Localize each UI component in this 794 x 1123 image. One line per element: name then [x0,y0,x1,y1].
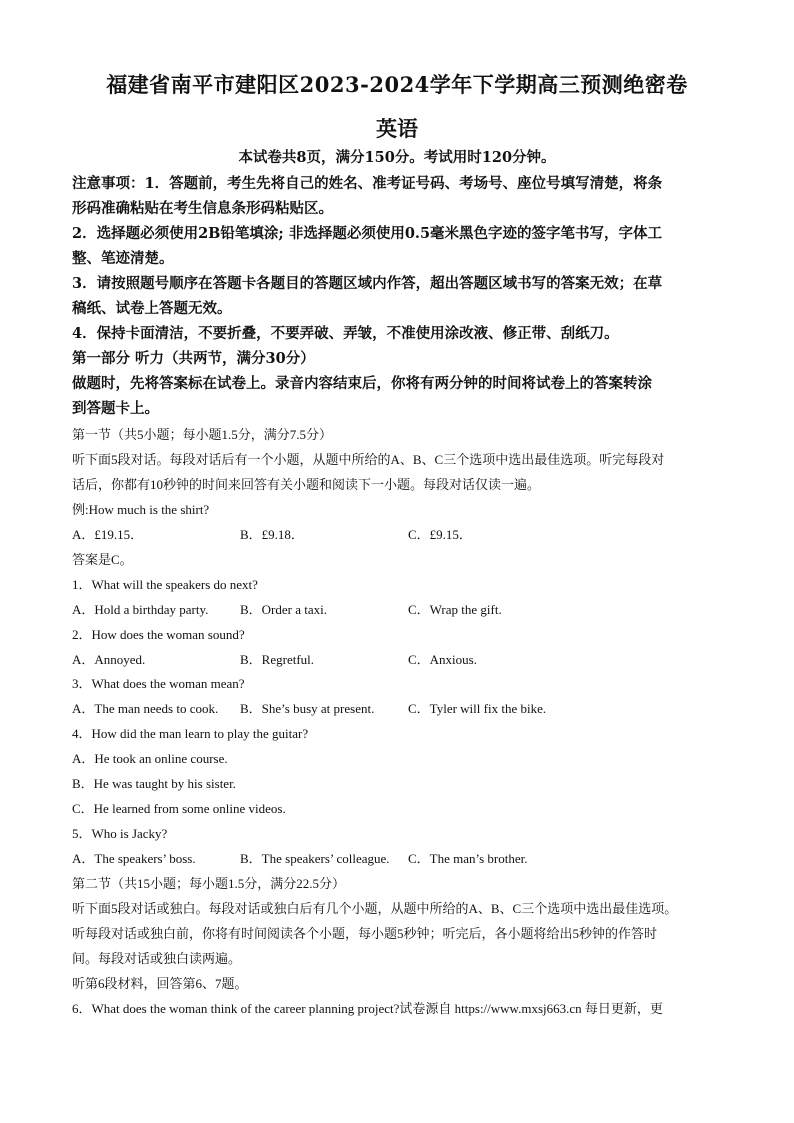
notes-line-4: 整、笔迹清楚。 [72,250,174,267]
section2-heading: 第二节（共15小题；每小题1.5分，满分22.5分） [72,876,346,891]
q2-option-b: B．Regretful. [240,652,315,667]
exam-info: 本试卷共8页，满分150分。考试用时120分钟。 [238,149,556,166]
q5-option-a: A．The speakers’ boss. [72,851,196,866]
section1-instr-2: 话后，你都有10秒钟的时间来回答有关小题和阅读下一小题。每段对话仅读一遍。 [72,477,541,492]
notes-line-5: 3．请按照题号顺序在答题卡各题目的答题区域内作答，超出答题区域书写的答案无效；在草 [72,275,663,292]
part1-instr-2: 到答题卡上。 [72,400,159,417]
exam-title: 福建省南平市建阳区2023-2024学年下学期高三预测绝密卷 [106,72,688,97]
q4-option-b: B．He was taught by his sister. [72,776,236,791]
part1-heading: 第一部分 听力（共两节，满分30分） [72,350,315,367]
q4-option-c: C．He learned from some online videos. [72,801,286,816]
q5-option-b: B．The speakers’ colleague. [240,851,390,866]
subject-title: 英语 [376,116,418,141]
example-option-c: C．£9.15． [408,527,472,542]
q1-stem: 1．What will the speakers do next? [72,577,258,592]
section2-instr-1: 听下面5段对话或独白。每段对话或独白后有几个小题，从题中所给的A、B、C三个选项中选出最佳选项。 [72,901,678,916]
q5-stem: 5．Who is Jacky? [72,826,168,841]
section1-heading: 第一节（共5小题；每小题1.5分，满分7.5分） [72,427,333,442]
q3-option-a: A．The man needs to cook. [72,701,219,716]
q2-option-c: C．Anxious. [408,652,477,667]
q1-option-b: B．Order a taxi. [240,602,328,617]
example-question: 例:How much is the shirt? [72,502,210,517]
q3-option-c: C．Tyler will fix the bike. [408,701,547,716]
section1-instr-1: 听下面5段对话。每段对话后有一个小题，从题中所给的A、B、C三个选项中选出最佳选项。听完每段对 [72,452,665,467]
notes-line-1: 注意事项：1．答题前，考生先将自己的姓名、准考证号码、考场号、座位号填写清楚，将条 [72,175,663,192]
q3-stem: 3．What does the woman mean? [72,676,245,691]
example-option-b: B．£9.18． [240,527,304,542]
notes-line-2: 形码准确粘贴在考生信息条形码粘贴区。 [72,200,333,217]
notes-line-6: 稿纸、试卷上答题无效。 [72,300,232,317]
q2-stem: 2．How does the woman sound? [72,627,245,642]
q1-option-a: A．Hold a birthday party. [72,602,209,617]
part1-instr-1: 做题时，先将答案标在试卷上。录音内容结束后，你将有两分钟的时间将试卷上的答案转涂 [72,375,652,392]
notes-line-7: 4．保持卡面清洁，不要折叠，不要弄破、弄皱，不准使用涂改液、修正带、刮纸刀。 [72,325,619,342]
section2-instr-2: 听每段对话或独白前，你将有时间阅读各个小题，每小题5秒钟；听完后，各小题将给出5秒钟的作答时 [72,926,658,941]
q4-stem: 4．How did the man learn to play the guitar? [72,726,309,741]
notes-line-3: 2．选择题必须使用2B铅笔填涂; 非选择题必须使用0.5毫米黑色字迹的签字笔书写，字体工 [72,225,663,242]
q4-option-a: A．He took an online course. [72,751,228,766]
section2-instr-3: 间。每段对话或独白读两遍。 [72,951,242,966]
example-answer: 答案是C。 [72,552,133,567]
q5-option-c: C．The man’s brother. [408,851,528,866]
q1-option-c: C．Wrap the gift. [408,602,502,617]
material-intro: 听第6段材料，回答第6、7题。 [72,976,248,991]
example-option-a: A．£19.15． [72,527,144,542]
q2-option-a: A．Annoyed. [72,652,146,667]
q6-stem: 6．What does the woman think of the career planning project?试卷源自 https://www.mxsj663.cn 每日更新，更 [72,1001,663,1016]
q3-option-b: B．She’s busy at present. [240,701,375,716]
